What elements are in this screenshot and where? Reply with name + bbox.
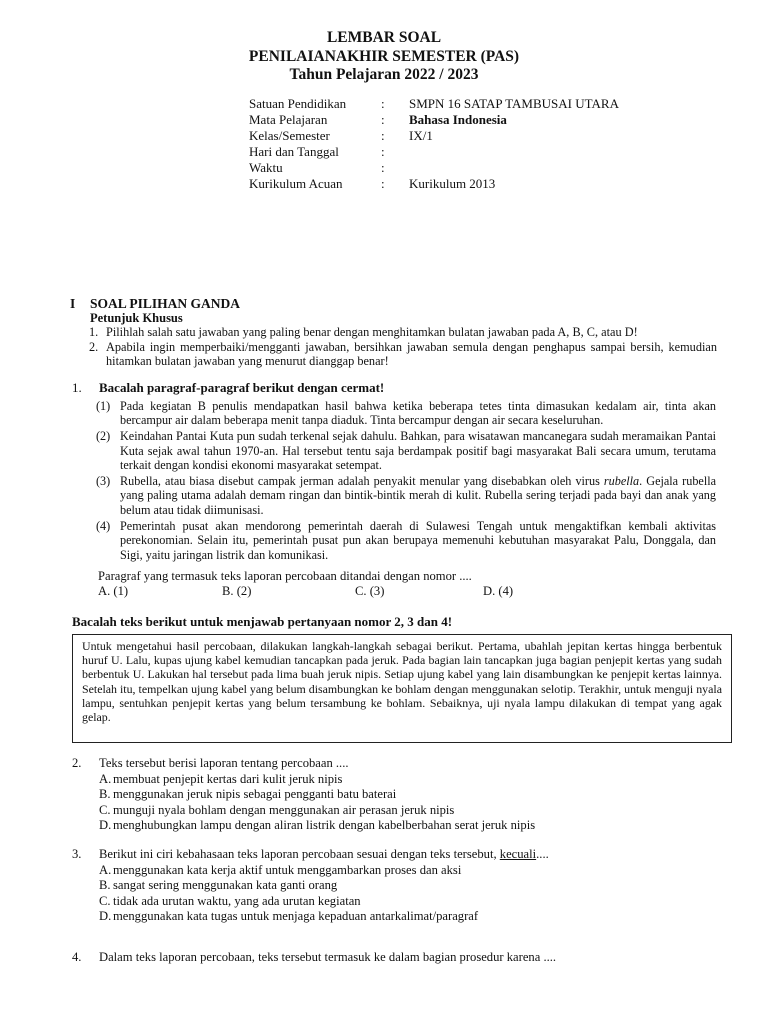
option-text: sangat sering menggunakan kata ganti orang: [113, 878, 338, 892]
answer-option: A. (1): [98, 584, 129, 598]
option-letter: C.: [99, 893, 111, 908]
answer-option: [72, 787, 535, 803]
question-title: Bacalah paragraf-paragraf berikut dengan cermat!: [99, 380, 385, 395]
info-value: SMPN 16 SATAP TAMBUSAI UTARA: [409, 96, 619, 111]
paragraph-text: Pada kegiatan B penulis mendapatkan hasil bahwa ketika beberapa tetes tinta dimasukan kedalam air, tinta akan bercampur air dalam beberapa menit tanpa diaduk. Tinta bercampur dengan air secara keseluruhan.: [120, 399, 716, 428]
info-label: Kurikulum Acuan: [249, 176, 343, 191]
question-text: [99, 847, 549, 863]
info-separator: :: [381, 96, 385, 111]
paragraph-item: [96, 399, 716, 428]
option-text: munguji nyala bohlam dengan menggunakan air perasan jeruk nipis: [113, 802, 455, 817]
info-row: [249, 112, 619, 128]
section-title: SOAL PILIHAN GANDA: [90, 296, 241, 311]
question-number: 2.: [72, 756, 82, 770]
option-letter: C.: [99, 802, 111, 817]
info-value: IX/1: [409, 128, 433, 143]
paragraph-number: (3): [96, 474, 111, 489]
option-letter: A.: [99, 771, 112, 786]
info-label: Hari dan Tanggal: [249, 144, 339, 159]
question-text: Teks tersebut berisi laporan tentang percobaan ....: [99, 756, 349, 770]
instruction-text: Pilihlah salah satu jawaban yang paling benar dengan menghitamkan bulatan jawaban pada A, B, C, atau D!: [106, 325, 638, 339]
instruction-number: 2.: [89, 339, 99, 354]
question-1-heading: [72, 380, 384, 396]
header-exam-name: PENILAIANAKHIR SEMESTER (PAS): [248, 47, 520, 65]
option-letter: B.: [99, 787, 111, 801]
instruction-number: 1.: [89, 325, 99, 339]
paragraph-number: (2): [96, 429, 111, 444]
info-label: Waktu: [249, 160, 283, 175]
question-text-emphasis: kecuali: [499, 847, 537, 861]
info-label: Satuan Pendidikan: [249, 96, 347, 111]
question-number: 3.: [72, 847, 82, 861]
question-number: 4.: [72, 950, 82, 964]
option-letter: D.: [99, 818, 112, 832]
paragraph-text-italic: rubella: [603, 474, 640, 489]
info-row: [249, 160, 619, 176]
answer-option: C. (3): [355, 584, 385, 598]
answer-option: [72, 894, 549, 910]
answer-option: [72, 909, 549, 925]
answer-option: [72, 863, 549, 879]
paragraph-text: [120, 474, 716, 517]
info-label: Kelas/Semester: [249, 128, 330, 143]
instruction-item: [89, 325, 717, 340]
paragraph-number: (4): [96, 518, 111, 533]
header-title: LEMBAR SOAL: [326, 29, 442, 46]
reading-instruction: Bacalah teks berikut untuk menjawab pertanyaan nomor 2, 3 dan 4!: [72, 614, 453, 629]
question-text-start: Berikut ini ciri kebahasaan teks laporan percobaan sesuai dengan teks tersebut,: [99, 847, 500, 861]
question-1-stem: Paragraf yang termasuk teks laporan percobaan ditandai dengan nomor ....: [98, 569, 472, 583]
info-label: Mata Pelajaran: [249, 112, 328, 127]
answer-option: B. (2): [222, 584, 252, 598]
paragraph-text-start: Rubella, atau biasa disebut campak jerman adalah penyakit menular yang disebabkan oleh virus: [120, 474, 604, 489]
option-text: menghubungkan lampu dengan aliran listrik dengan kabelberbahan serat jeruk nipis: [113, 818, 536, 832]
info-row: [249, 176, 619, 192]
question-text: Dalam teks laporan percobaan, teks tersebut termasuk ke dalam bagian prosedur karena ....: [99, 950, 557, 964]
section-number: I: [70, 296, 76, 311]
info-value: Bahasa Indonesia: [409, 112, 507, 127]
option-text: tidak ada urutan waktu, yang ada urutan kegiatan: [113, 893, 361, 908]
info-value-wrap: [409, 112, 507, 128]
paragraph-item: [96, 519, 716, 562]
instructions-heading: Petunjuk Khusus: [90, 311, 183, 325]
info-value: Kurikulum 2013: [409, 176, 496, 191]
exam-info-table: [249, 96, 619, 192]
info-separator: :: [381, 112, 385, 127]
paragraph-text-end: . Gejala rubella yang paling utama adalah demam ringan dan bintik-bintik merah di kulit. Rubella sering terjadi pada bayi dan anak yang belum atau tidak diimunisasi.: [120, 474, 716, 517]
option-letter: D.: [99, 909, 112, 923]
info-separator: :: [381, 128, 385, 143]
answer-option: [72, 772, 535, 788]
paragraph-item: [96, 474, 716, 517]
question-stem: [72, 756, 535, 772]
option-text: menggunakan kata tugas untuk menjaga kepaduan antarkalimat/paragraf: [113, 909, 479, 923]
instruction-item: [89, 340, 717, 369]
answer-option: [72, 803, 535, 819]
option-text: menggunakan kata kerja aktif untuk menggambarkan proses dan aksi: [113, 862, 462, 877]
option-letter: A.: [99, 862, 112, 877]
info-separator: :: [381, 144, 385, 159]
instructions-list: [89, 325, 717, 369]
option-text: membuat penjepit kertas dari kulit jeruk nipis: [113, 771, 343, 786]
info-row: [249, 128, 619, 144]
option-letter: B.: [99, 878, 111, 892]
info-row: [249, 96, 619, 112]
answer-option: D. (4): [483, 584, 514, 598]
question-2: [72, 756, 535, 834]
answer-option: [72, 878, 549, 894]
option-text: menggunakan jeruk nipis sebagai pengganti batu baterai: [113, 787, 397, 801]
question-1-paragraphs: [96, 399, 716, 563]
paragraph-item: [96, 429, 716, 472]
info-separator: :: [381, 160, 385, 175]
info-row: [249, 144, 619, 160]
question-stem: [72, 847, 549, 863]
paragraph-number: (1): [96, 399, 111, 413]
paragraph-text: Keindahan Pantai Kuta pun sudah terkenal sejak dahulu. Bahkan, para wisatawan mancanegara sudah meramaikan Pantai Kuta sejak awal tahun 1970-an. Hal tersebut tentu saja berdampak positif bagi masyarakat Bali secara umum, terutama terkait dengan kondisi ekonomi masyarakat setempat.: [120, 429, 716, 473]
question-stem: [72, 950, 556, 966]
instruction-text: Apabila ingin memperbaiki/mengganti jawaban, bersihkan jawaban semula dengan penghapus sampai bersih, kemudian hitamkan bulatan jawaban yang menurut dianggap benar!: [106, 339, 717, 368]
answer-option: [72, 818, 535, 834]
document-header: [0, 29, 768, 85]
question-text-end: ....: [536, 847, 549, 861]
header-school-year: Tahun Pelajaran 2022 / 2023: [289, 66, 479, 83]
reading-text-box: Untuk mengetahui hasil percobaan, dilakukan langkah-langkah sebagai berikut. Pertama, ubahlah jepitan kertas hingga berbentuk huruf U. Lalu, kupas ujung kabel kemudian tancapkan pada jeruk. Pada bagian lain tancapkan juga bagian penjepit kertas yang sudah berbentuk U. Lakukan hal tersebut pada lima buah jeruk nipis. Setiap ujung kabel yang lain disambungkan ke penjepit kertas lainnya. Setelah itu, tempelkan ujung kabel yang belum disambungkan ke bohlam dengan menggunakan selotip. Terakhir, untuk menguji nyala lampu, sentuhkan penjepit kertas yang belum tersambung ke bohlam. Sebaiknya, uji nyala lampu dilakukan di tempat yang agak gelap.: [72, 634, 732, 743]
question-3: [72, 847, 549, 925]
paragraph-text: Pemerintah pusat akan mendorong pemerintah daerah di Sulawesi Tengah untuk mengaktifkan kembali aktivitas perekonomian. Selain itu, pemerintah pusat pun akan berupaya memenuhi kebutuhan masyarakat Palu, Donggala, dan Sigi, yaitu jaringan listrik dan komunikasi.: [120, 518, 716, 562]
section-heading: [70, 296, 240, 312]
question-4: [72, 950, 556, 966]
info-separator: :: [381, 176, 385, 191]
question-number: 1.: [72, 380, 82, 395]
